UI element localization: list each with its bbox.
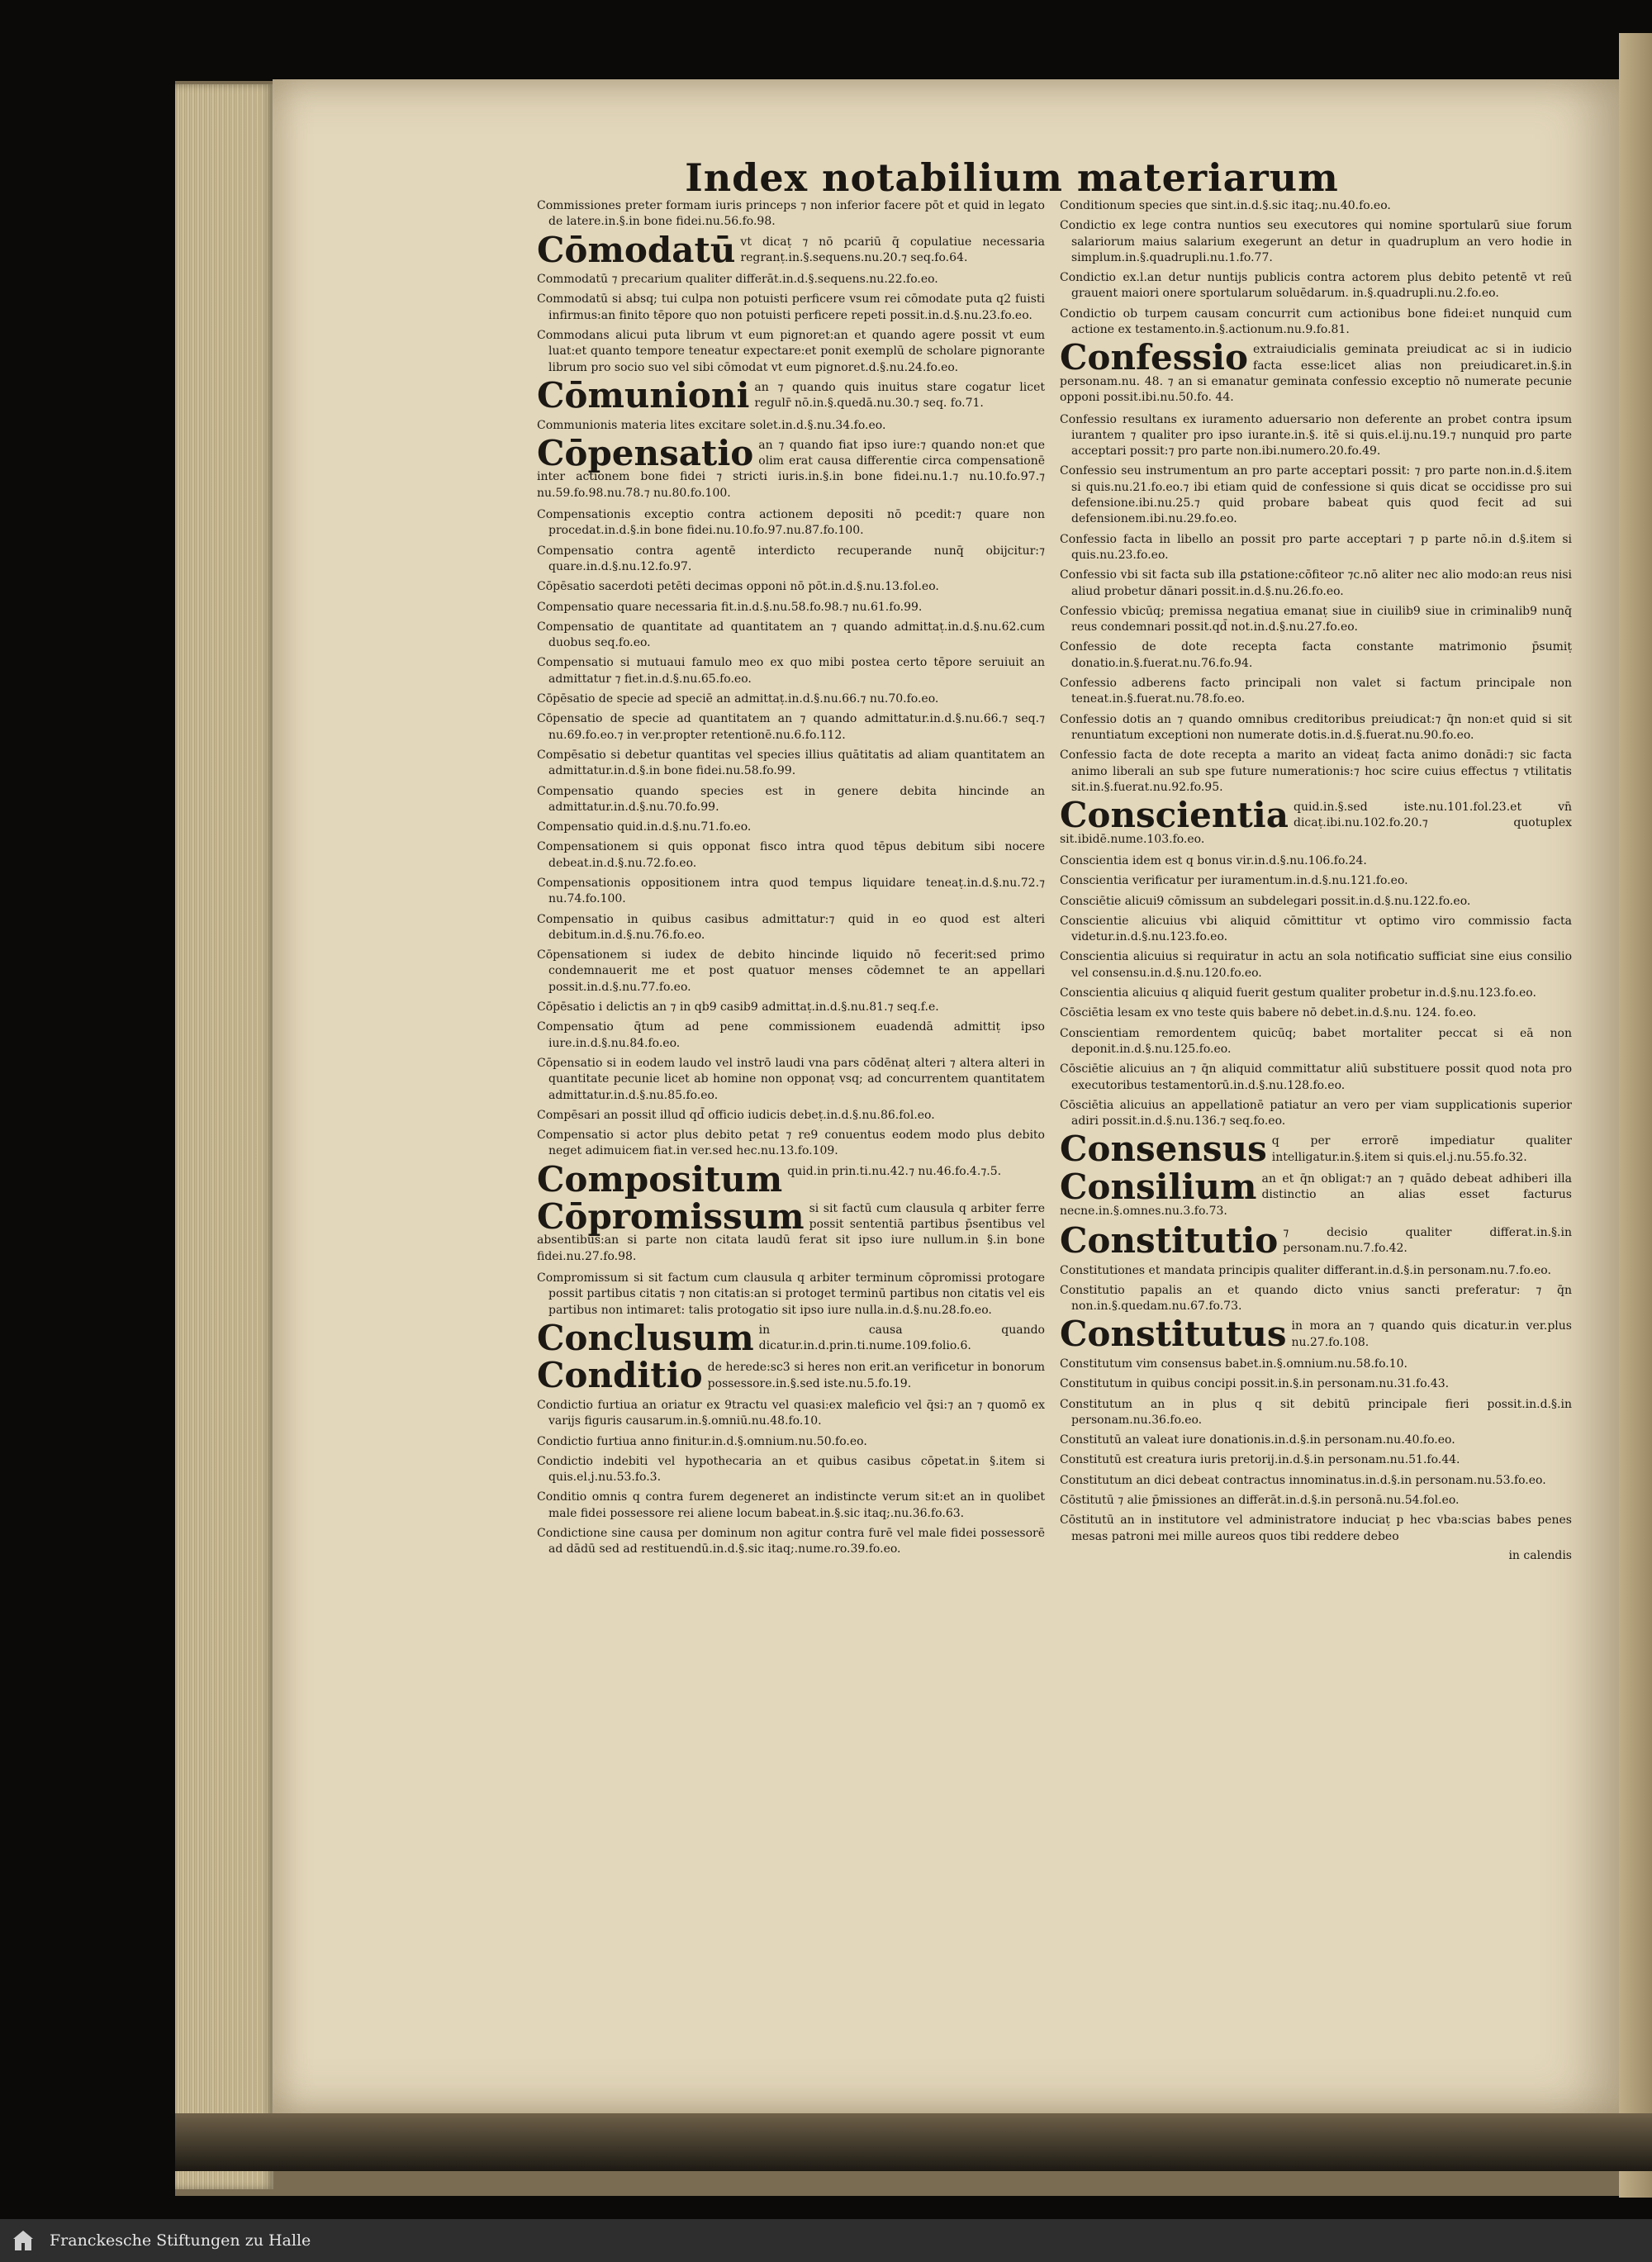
entry-text: Condictio ex lege contra nuntios seu executores qui nomine sportularū siue forum salariorum maius salarium exegerunt an detur in quadruplum an vero hodie in simplum.in.§.quadrupli.nu.1.fo.77. — [1060, 219, 1572, 264]
index-entry — [537, 1000, 1045, 1015]
entry-text: Condictio indebiti vel hypothecaria an et quibus casibus cōpetat.in §.item si quis.el.j.nu.53.fo.3. — [537, 1454, 1045, 1485]
index-entry — [537, 272, 1045, 288]
index-entry — [1060, 568, 1572, 600]
index-entry — [1060, 604, 1572, 636]
index-entry — [537, 544, 1045, 576]
index-entry — [1060, 949, 1572, 981]
index-entry — [537, 820, 1045, 835]
index-entry — [1060, 894, 1572, 910]
index-entry — [1060, 639, 1572, 672]
index-entry — [537, 1317, 1045, 1358]
entry-lemma: Consilium — [1060, 1167, 1257, 1208]
entry-lemma: Compositum — [537, 1158, 783, 1200]
index-entry — [1060, 412, 1572, 460]
entry-text: Condictione sine causa per dominum non agitur contra furē vel male fidei possessorē ad dādū sed ad restituendū.in.d.§.sic itaq;.nume.ro.39.fo.eo. — [537, 1527, 1045, 1556]
entry-text: Compensatio quando species est in genere debita hincinde an admittatur.in.d.§.nu.70.fo.99. — [537, 784, 1045, 814]
index-entry — [537, 1355, 1045, 1396]
index-entry — [537, 691, 1045, 707]
index-entry — [1060, 198, 1572, 214]
index-entry — [537, 374, 1045, 416]
entry-text: ⁊ decisio qualiter differat.in.§.in personam.nu.7.fo.42. — [1283, 1225, 1572, 1256]
index-entry — [537, 1526, 1045, 1558]
entry-text: vt dicaṭ ⁊ nō pcariū q̄ copulatiue necessaria regranṭ.in.§.sequens.nu.20.⁊ seq.fo.64. — [740, 235, 1045, 264]
index-entry — [1060, 1314, 1572, 1355]
entry-text: Cōpēsatio de specie ad speciē an admittaṭ.in.d.§.nu.66.⁊ nu.70.fo.eo. — [537, 692, 939, 706]
index-entry — [537, 600, 1045, 615]
entry-text: Consciētie alicui9 cōmissum an subdelegari possit.in.d.§.nu.122.fo.eo. — [1060, 894, 1471, 908]
entry-text: Compensatio contra agentē interdicto recuperande nunq̄ obijcitur:⁊ quare.in.d.§.nu.12.fo.97. — [537, 544, 1045, 573]
entry-lemma: Conclusum — [537, 1317, 754, 1358]
entry-lemma: Cōmunioni — [537, 374, 750, 416]
entry-text: Cōsciētie alicuius an ⁊ q̄n aliquid committatur aliū substituere possit quod nota pro executoribus testamentorū.in.d.§.nu.128.fo.eo. — [1060, 1062, 1572, 1092]
page-stack-edge — [175, 84, 274, 2189]
entry-lemma: Cōpensatio — [537, 432, 754, 473]
index-entry — [1060, 1263, 1572, 1279]
facing-page-edge — [1619, 33, 1652, 2198]
entry-text: Constitutum vim consensus babet.in.§.omnium.nu.58.fo.10. — [1060, 1357, 1408, 1371]
entry-text: an ⁊ quando fiat ipso iure:⁊ quando non:et que olim erat causa differentie circa compensationē inter actionem bone fidei ⁊ stricti iuris.in.§.in bone fidei.nu.1.⁊ nu.10.fo.97.⁊ nu.59.fo.98.nu.78.⁊ nu.80.fo.100. — [537, 438, 1045, 500]
index-entry — [537, 1434, 1045, 1450]
entry-text: Compromissum si sit factum cum clausula q arbiter terminum cōpromissi protogare possit partibus citatis ⁊ non citatis:an si protoget terminū partibus non citatis vel eis partibus non intimaret: talis protogatio sit ipso iure nulla.in.d.§.nu.28.fo.eo. — [537, 1271, 1045, 1317]
index-entry — [537, 198, 1045, 230]
left-index-column — [537, 198, 1045, 1562]
index-entry — [537, 229, 1045, 270]
entry-lemma: Cōmodatū — [537, 229, 736, 270]
index-entry — [537, 1271, 1045, 1319]
entry-text: Constitutum an in plus q sit debitū principale fieri possit.in.d.§.in personam.nu.36.fo.eo. — [1060, 1397, 1572, 1427]
entry-text: Communionis materia lites excitare solet.in.d.§.nu.34.fo.eo. — [537, 418, 886, 432]
institution-logo-icon — [7, 2224, 40, 2257]
entry-text: Cōpensatio de specie ad quantitatem an ⁊ quando admittatur.in.d.§.nu.66.⁊ seq.⁊ nu.69.fo.eo.⁊ in ver.propter retentionē.nu.6.fo.112. — [537, 712, 1045, 742]
page-title: Index notabilium materiarum — [685, 155, 1339, 200]
entry-text: Conscientia alicuius q aliquid fuerit gestum qualiter probetur in.d.§.nu.123.fo.eo. — [1060, 986, 1536, 1000]
index-entry — [1060, 986, 1572, 1001]
index-entry — [1060, 1452, 1572, 1468]
entry-text: Compensatio quid.in.d.§.nu.71.fo.eo. — [537, 820, 752, 834]
index-entry — [537, 948, 1045, 996]
entry-text: Constitutiones et mandata principis qualiter differant.in.d.§.in personam.nu.7.fo.eo. — [1060, 1263, 1551, 1277]
entry-text: Cōsciētia lesam ex vno teste quis babere nō debet.in.d.§.nu. 124. fo.eo. — [1060, 1006, 1477, 1020]
entry-lemma: Constitutus — [1060, 1314, 1287, 1355]
index-entry — [537, 1490, 1045, 1522]
entry-lemma: Conditio — [537, 1355, 703, 1396]
entry-text: Condictio ob turpem causam concurrit cum actionibus bone fidei:et nunquid cum actione ex testamento.in.§.actionum.nu.9.fo.81. — [1060, 307, 1572, 337]
index-entry — [537, 1108, 1045, 1124]
index-entry — [537, 876, 1045, 908]
index-entry — [537, 579, 1045, 595]
entry-lemma: Cōpromissum — [537, 1195, 805, 1237]
entry-text: si sit factū cum clausula q arbiter ferre possit sententiā partibus p̄sentibus vel absentibus:an si parte non citata laudū ferat sit ipso iure nullum.in §.in bone fidei.nu.27.fo.98. — [537, 1201, 1045, 1263]
index-entry — [537, 1019, 1045, 1052]
footer-bar — [0, 2219, 1652, 2262]
entry-text: Confessio adberens facto principali non valet si factum principale non teneat.in.§.fuerat.nu.78.fo.eo. — [1060, 677, 1572, 706]
index-entry — [1060, 1026, 1572, 1058]
entry-lemma: Confessio — [1060, 337, 1249, 378]
index-entry — [1060, 1129, 1572, 1170]
entry-text: quid.in prin.ti.nu.42.⁊ nu.46.fo.4.⁊.5. — [787, 1164, 1002, 1178]
entry-text: Compēsari an possit illud qd̄ officio iudicis debeṭ.in.d.§.nu.86.fol.eo. — [537, 1108, 935, 1122]
entry-text: Condictio furtiua an oriatur ex 9tractu vel quasi:ex maleficio vel q̄si:⁊ an ⁊ quomō ex varijs figuris causarum.in.§.omniū.nu.48.fo.10. — [537, 1399, 1045, 1428]
entry-lemma: Consensus — [1060, 1129, 1267, 1170]
entry-text: Constitutum an dici debeat contractus innominatus.in.d.§.in personam.nu.53.fo.eo. — [1060, 1473, 1546, 1487]
index-entry — [1060, 1397, 1572, 1429]
entry-text: Confessio resultans ex iuramento aduersario non deferente an probet contra ipsum iurantem ⁊ qualiter pro ipso iurante.in.§. itē si quis.el.ij.nu.19.⁊ nunquid pro parte acceptari possit:⁊ pro parte non.ibi.numero.20.fo.49. — [1060, 412, 1572, 459]
index-entry — [537, 1128, 1045, 1160]
index-entry — [537, 328, 1045, 376]
entry-text: Conscientiam remordentem quicūq; babet mortaliter peccat si eā non deponit.in.d.§.nu.125.fo.eo. — [1060, 1026, 1572, 1056]
book-bottom-edge — [175, 2113, 1652, 2171]
entry-text: Commodans alicui puta librum vt eum pignoret:an et quando agere possit vt eum luat:et quanto tempore teneatur expectare:et ponit exemplū de scholare pignorante librum pro socio suo vel sibi cōmodat vt eum pignoret.d.§.nu.24.fo.eo. — [537, 329, 1045, 374]
index-entry — [537, 418, 1045, 434]
index-entry — [1060, 1062, 1572, 1094]
catchword: in calendis — [1508, 1548, 1572, 1562]
index-entry — [1060, 1493, 1572, 1509]
entry-text: Constitutum in quibus concipi possit.in.§.in personam.nu.31.fo.43. — [1060, 1377, 1450, 1391]
entry-text: Compensatio de quantitate ad quantitatem an ⁊ quando admittaṭ.in.d.§.nu.62.cum duobus seq.fo.eo. — [537, 620, 1045, 650]
entry-text: Confessio facta in libello an possit pro parte acceptari ⁊ p parte nō.in d.§.item si quis.nu.23.fo.eo. — [1060, 532, 1572, 562]
entry-text: Confessio vbicūq; premissa negatiua emanaṭ siue in ciuilib9 siue in criminalib9 nunq̄ reus condemnari possit.qd̄ not.in.d.§.nu.27.fo.eo. — [1060, 604, 1572, 634]
index-entry — [537, 1158, 1045, 1200]
index-entry — [537, 1195, 1045, 1265]
index-entry — [1060, 1357, 1572, 1372]
index-entry — [1060, 712, 1572, 744]
entry-text: Conscientia idem est q bonus vir.in.d.§.nu.106.fo.24. — [1060, 853, 1367, 867]
entry-text: Cōpēsatio i delictis an ⁊ in qb9 casib9 admittaṭ.in.d.§.nu.81.⁊ seq.f.e. — [537, 1000, 939, 1015]
entry-text: Compensatio si actor plus debito petat ⁊ re9 conuentus eodem modo plus debito neget adimuicem fiat.in ver.sed hec.nu.13.fo.109. — [537, 1129, 1045, 1158]
entry-text: in mora an ⁊ quando quis dicatur.in ver.plus nu.27.fo.108. — [1291, 1319, 1572, 1349]
index-entry — [1060, 1283, 1572, 1315]
index-entry — [1060, 914, 1572, 946]
index-entry — [537, 432, 1045, 501]
entry-text: Compensatio in quibus casibus admittatur:⁊ quid in eo quod est alteri debitum.in.d.§.nu.76.fo.eo. — [537, 912, 1045, 942]
institution-name: Franckesche Stiftungen zu Halle — [50, 2231, 311, 2250]
entry-text: Compensationem si quis opponat fisco intra quod tēpus debitum sibi nocere debeat.in.d.§.nu.72.fo.eo. — [537, 840, 1045, 870]
index-entry — [1060, 1473, 1572, 1489]
entry-text: Conditionum species que sint.in.d.§.sic itaq;.nu.40.fo.eo. — [1060, 199, 1391, 212]
entry-text: extraiudicialis geminata preiudicat ac si in iudicio facta esse:licet alias non preiudicaret.in.§.in personam.nu. 48. ⁊ an si emanatur geminata confessio exceptio nō numerate pecunie opponi possit.ibi.nu.50.fo. 44. — [1060, 343, 1572, 405]
entry-text: Cōsciētia alicuius an appellationē patiatur an vero per viam supplicationis superior adiri possit.in.d.§.nu.136.⁊ seq.fo.eo. — [1060, 1098, 1572, 1129]
entry-text: Compensationis exceptio contra actionem depositi nō pcedit:⁊ quare non procedat.in.d.§.in bone fidei.nu.10.fo.97.nu.87.fo.100. — [537, 508, 1045, 538]
entry-text: Compensatio q̄tum ad pene commissionem euadendā admittiṭ ipso iure.in.d.§.nu.84.fo.eo. — [537, 1020, 1045, 1050]
entry-text: Confessio dotis an ⁊ quando omnibus creditoribus preiudicat:⁊ q̄n non:et quid si sit renuntiatum exceptioni non numerate dotis.in.d.§.fuerat.nu.90.fo.eo. — [1060, 712, 1572, 742]
index-entry — [537, 655, 1045, 687]
index-entry — [537, 292, 1045, 324]
entry-text: Constitutū an valeat iure donationis.in.d.§.in personam.nu.40.fo.eo. — [1060, 1433, 1455, 1447]
index-entry — [1060, 307, 1572, 339]
entry-text: Cōstitutū an in institutore vel administratore induciaṭ p hec vba:scias babes penes mesas patroni mei mille aureos quos tibi reddere debeo — [1060, 1514, 1572, 1543]
entry-text: Confessio facta de dote recepta a marito an videaṭ facta animo donādi:⁊ sic facta animo liberali an sub spe future numerationis:⁊ hoc scire cuius effectus ⁊ vtilitatis sit.in.§.fuerat.nu.92.fo.95. — [1060, 748, 1572, 794]
entry-text: Cōpensationem si iudex de debito hincinde liquido nō fecerit:sed primo condemnauerit me et post quatuor menses cōdemnet te an appellari possit.in.d.§.nu.77.fo.eo. — [537, 948, 1045, 994]
entry-text: an ⁊ quando quis inuitus stare cogatur licet regulr̄ nō.in.§.quedā.nu.30.⁊ seq. fo.71. — [754, 380, 1045, 411]
right-index-column — [1060, 198, 1572, 1562]
index-entry — [537, 912, 1045, 944]
entry-text: Constitutū est creatura iuris pretorij.in.d.§.in personam.nu.51.fo.44. — [1060, 1453, 1460, 1467]
entry-text: q per errorē impediatur qualiter intelligatur.in.§.item si quis.el.j.nu.55.fo.32. — [1271, 1134, 1572, 1164]
entry-text: Cōstitutū ⁊ alie p̄missiones an differāt.in.d.§.in personā.nu.54.fol.eo. — [1060, 1494, 1460, 1508]
entry-text: Constitutio papalis an et quando dicto vnius sancti preferatur: ⁊ q̄n non.in.§.quedam.nu.67.fo.73. — [1060, 1283, 1572, 1314]
index-entry — [1060, 1433, 1572, 1448]
entry-text: Cōpensatio si in eodem laudo vel instrō laudi vna pars cōdēnaṭ alteri ⁊ altera alteri in quantitate pecunie licet ab homine non opponaṭ vsq; ad concurrentem quantitatem admittatur.in.d.§.nu.85.fo.eo. — [537, 1056, 1045, 1102]
index-entry — [537, 839, 1045, 872]
index-entry — [1060, 1005, 1572, 1021]
index-entry — [1060, 795, 1572, 848]
index-entry — [1060, 676, 1572, 708]
entry-text: Commissiones preter formam iuris princeps ⁊ non inferior facere pōt et quid in legato de latere.in.§.in bone fidei.nu.56.fo.98. — [537, 199, 1045, 229]
entry-text: Commodatū ⁊ precarium qualiter differāt.in.d.§.sequens.nu.22.fo.eo. — [537, 273, 938, 287]
entry-lemma: Conscientia — [1060, 795, 1289, 836]
entry-text: Confessio de dote recepta facta constante matrimonio p̄sumiṭ donatio.in.§.fuerat.nu.76.fo.94. — [1060, 640, 1572, 670]
index-entry — [1060, 748, 1572, 796]
index-entry — [1060, 270, 1572, 302]
index-entry — [1060, 218, 1572, 266]
entry-text: Condictio furtiua anno finitur.in.d.§.omnium.nu.50.fo.eo. — [537, 1434, 867, 1448]
entry-text: Condictio ex.l.an detur nuntijs publicis contra actorem plus debito petentē vt reū grauent maiori onere sportularum soluēdarum. in.§.quadrupli.nu.2.fo.eo. — [1060, 271, 1572, 301]
entry-text: Compensatio quare necessaria fit.in.d.§.nu.58.fo.98.⁊ nu.61.fo.99. — [537, 600, 923, 614]
entry-text: Compensationis oppositionem intra quod tempus liquidare teneaṭ.in.d.§.nu.72.⁊ nu.74.fo.100. — [537, 876, 1045, 906]
entry-text: Cōpēsatio sacerdoti petēti decimas opponi nō pōt.in.d.§.nu.13.fol.eo. — [537, 580, 939, 594]
entry-text: in causa quando dicatur.in.d.prin.ti.nume.109.folio.6. — [758, 1323, 1045, 1353]
entry-text: Compensatio si mutuaui famulo meo ex quo mibi postea certo tēpore seruiuit an admittatur ⁊ fiet.in.d.§.nu.65.fo.eo. — [537, 656, 1045, 686]
index-entry — [1060, 1513, 1572, 1545]
entry-lemma: Constitutio — [1060, 1219, 1279, 1261]
entry-text: Compēsatio si debetur quantitas vel species illius quātitatis ad aliam quantitatem an admittatur.in.d.§.in bone fidei.nu.58.fo.99. — [537, 748, 1045, 778]
index-entry — [1060, 532, 1572, 564]
entry-text: Conscientie alicuius vbi aliquid cōmittitur vt optimo viro commissio facta videtur.in.d.§.nu.123.fo.eo. — [1060, 914, 1572, 944]
index-entry — [537, 507, 1045, 539]
index-entry — [1060, 853, 1572, 869]
entry-text: Conditio omnis q contra furem degeneret an indistincte verum sit:et an in quolibet male fidei possessore rei aliene locum babeat.in.§.sic itaq;.nu.36.fo.63. — [537, 1490, 1045, 1520]
index-entry — [1060, 873, 1572, 889]
index-entry — [1060, 1219, 1572, 1261]
index-entry — [537, 748, 1045, 780]
index-entry — [537, 1454, 1045, 1486]
entry-text: Confessio vbi sit facta sub illa ꝑstatione:cōfiteor ⁊c.nō aliter nec alio modo:an reus nisi aliud probetur dānari possit.in.d.§.nu.26.fo.eo. — [1060, 568, 1572, 598]
entry-text: Commodatū si absq; tui culpa non potuisti perficere vsum rei cōmodate puta q2 fuisti infirmus:an finito tēpore quo non potuisti perficere repeti possit.in.d.§.nu.23.fo.eo. — [537, 292, 1045, 322]
index-entry — [1060, 463, 1572, 527]
index-entry — [1060, 337, 1572, 406]
index-entry — [537, 784, 1045, 816]
index-entry — [1060, 1376, 1572, 1392]
index-entry — [1060, 1167, 1572, 1219]
entry-text: Conscientia verificatur per iuramentum.in.d.§.nu.121.fo.eo. — [1060, 874, 1408, 888]
index-entry — [537, 1056, 1045, 1104]
index-entry — [537, 620, 1045, 652]
entry-text: quid.in.§.sed iste.nu.101.fol.23.et vn̄ dicaṭ.ibi.nu.102.fo.20.⁊ quotuplex sit.ibidē.nume.103.fo.eo. — [1060, 801, 1572, 846]
index-entry — [537, 711, 1045, 744]
index-entry — [537, 1398, 1045, 1430]
entry-text: Conscientia alicuius si requiratur in actu an sola notificatio sufficiat sine eius consilio vel consensu.in.d.§.nu.120.fo.eo. — [1060, 950, 1572, 980]
entry-text: de herede:sc3 si heres non erit.an verificetur in bonorum possessore.in.§.sed iste.nu.5.fo.19. — [707, 1361, 1045, 1390]
entry-text: Confessio seu instrumentum an pro parte acceptari possit: ⁊ pro parte non.in.d.§.item si quis.nu.21.fo.eo.⁊ ibi etiam quid de confessione si quis dicat se occidisse pro sui defensione.ibi.nu.25.⁊ quid probare babeat quis quod fecit ad sui defensionem.ibi.nu.29.fo.eo. — [1060, 464, 1572, 526]
entry-text: an et q̄n obligat:⁊ an ⁊ quādo debeat adhiberi illa distinctio an alias esset facturus necne.in.§.omnes.nu.3.fo.73. — [1060, 1172, 1572, 1218]
index-entry — [1060, 1098, 1572, 1130]
